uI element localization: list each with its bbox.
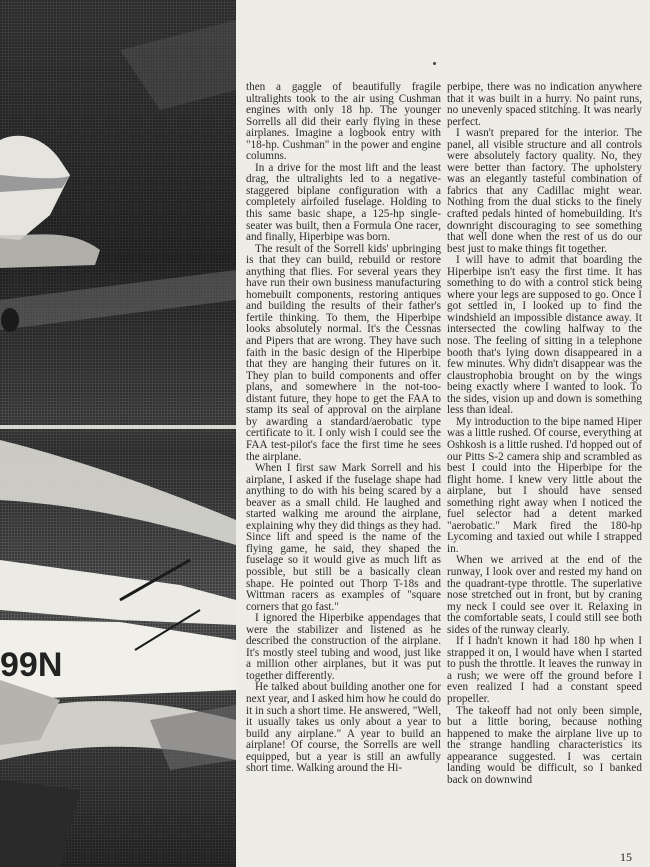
paragraph: When we arrived at the end of the runway, I look over and rested my hand on the quadrant-type throttle. The superlative nose stretched out in front, but by craning my neck I could see over it. Relaxing in the comfortable seats, I could still see both sides of the runway clearly. [447,554,642,636]
paragraph: In a drive for the most lift and the least drag, the ultralights led to a negative-staggered biplane configuration with a completely airfoiled fuselage. Holding to this same basic shape, a 125-hp single-seater was built, then a Formula One racer, and finally, Hiperbipe was born. [246,161,441,244]
article-column-left [246,82,441,775]
paragraph: I will have to admit that boarding the Hiperbipe isn't easy the first time. It has something to do with a control stick being where your legs are supposed to go. Once I got settled in, I looked up to find the windshield an impossible distance away. It intersected the cowling halfway to the nose. The feeling of sitting in a telephone booth that's lying down disappeared in a few minutes. Why didn't disappear was the claustrophobia brought on by the wings being exactly where I wanted to look. To the sides, vision up and down is something less than ideal. [447,254,642,417]
paragraph: perbipe, there was no indication anywhere that it was built in a hurry. No paint runs, no unevenly spaced stitching. It was nearly perfect. [447,81,642,128]
airplane-photo [0,0,236,867]
ornament-dot [433,62,436,65]
paragraph: I wasn't prepared for the interior. The panel, all visible structure and all controls were absolutely factory quality. No, they were better than factory. The upholstery was an elegantly tasteful combination of fabrics that any Cadillac might wear. Nothing from the dual sticks to the finely crafted pedals hinted of homebuilding. It's downright discouraging to see something that well done when the rest of us do our best just to make things fit together. [447,127,642,255]
page-number: 15 [620,850,632,864]
article-column-right [447,82,642,786]
paragraph: then a gaggle of beautifully fragile ultralights took to the air using Cushman engines with only 18 hp. The younger Sorrells all did their early flying in these airplanes. Imagine a logbook entry with "18-hp. Cushman" in the power and engine columns. [246,81,441,163]
paragraph: The takeoff had not only been simple, but a little boring, because nothing happened to make the airplane live up to the strange handling characteristics its appearance suggested. I was certain landing would be difficult, so I banked back on downwind [447,704,642,786]
photo-divider [0,425,236,429]
paragraph: If I hadn't known it had 180 hp when I strapped it on, I would have when I started to push the throttle. It leaves the runway in a rush; we were off the ground before I even realized I had a constant speed propeller. [447,635,642,705]
paragraph: He talked about building another one for next year, and I asked him how he could do it in such a short time. He answered, "Well, it usually takes us only about a year to build any airplane." A year to build an airplane! Of course, the Sorrells are well equipped, but a year is still an awfully short time. Walking around the Hi- [246,681,441,775]
paragraph: My introduction to the bipe named Hiper was a little rushed. Of course, everything at Oshkosh is a little rushed. I'd hopped out of our Pitts S-2 camera ship and scrambled as best I could into the Hiperbipe for the flight home. I knew very little about the airplane, but I should have sensed something right away when I noticed the fuel selector had a detent marked "aerobatic." Mark fired the 180-hp Lycoming and taxied out while I strapped in. [447,415,642,555]
paragraph: I ignored the Hiperbike appendages that were the stabilizer and listened as he described the construction of the airplane. It's mostly steel tubing and wood, just like a million other airplanes, but it was put together differently. [246,612,441,682]
paragraph: The result of the Sorrell kids' upbringing is that they can build, rebuild or restore anything that flies. For several years they have run their own business manufacturing homebuilt components, restoring antiques and building the results of their father's fertile thinking. To them, the Hiperbipe looks absolutely normal. It's the Cessnas and Pipers that are wrong. They have such faith in the basic design of the Hiperbipe that they are hanging their futures on it. They plan to build components and offer plans, and somewhere in the not-too-distant future, they hope to get the FAA to stamp its seal of approval on the airplane by awarding a standard/aerobatic type certificate to it. I only wish I could see the FAA test-pilot's face the first time he sees the airplane. [246,242,441,463]
paragraph: When I first saw Mark Sorrell and his airplane, I asked if the fuselage shape had anything to do with his being scared by a beaver as a small child. He laughed and started walking me around the airplane, explaining why they did things as they had. Since lift and speed is the name of the flying game, he said, they shaped the fuselage so it would give as much lift as possible, but still be a basically clean shape. He pointed out Thorp T-18s and Wittman racers as examples of "square corners that go fast." [246,462,441,613]
tail-number: 99N [0,646,63,684]
airplane-photo-art [0,0,236,867]
